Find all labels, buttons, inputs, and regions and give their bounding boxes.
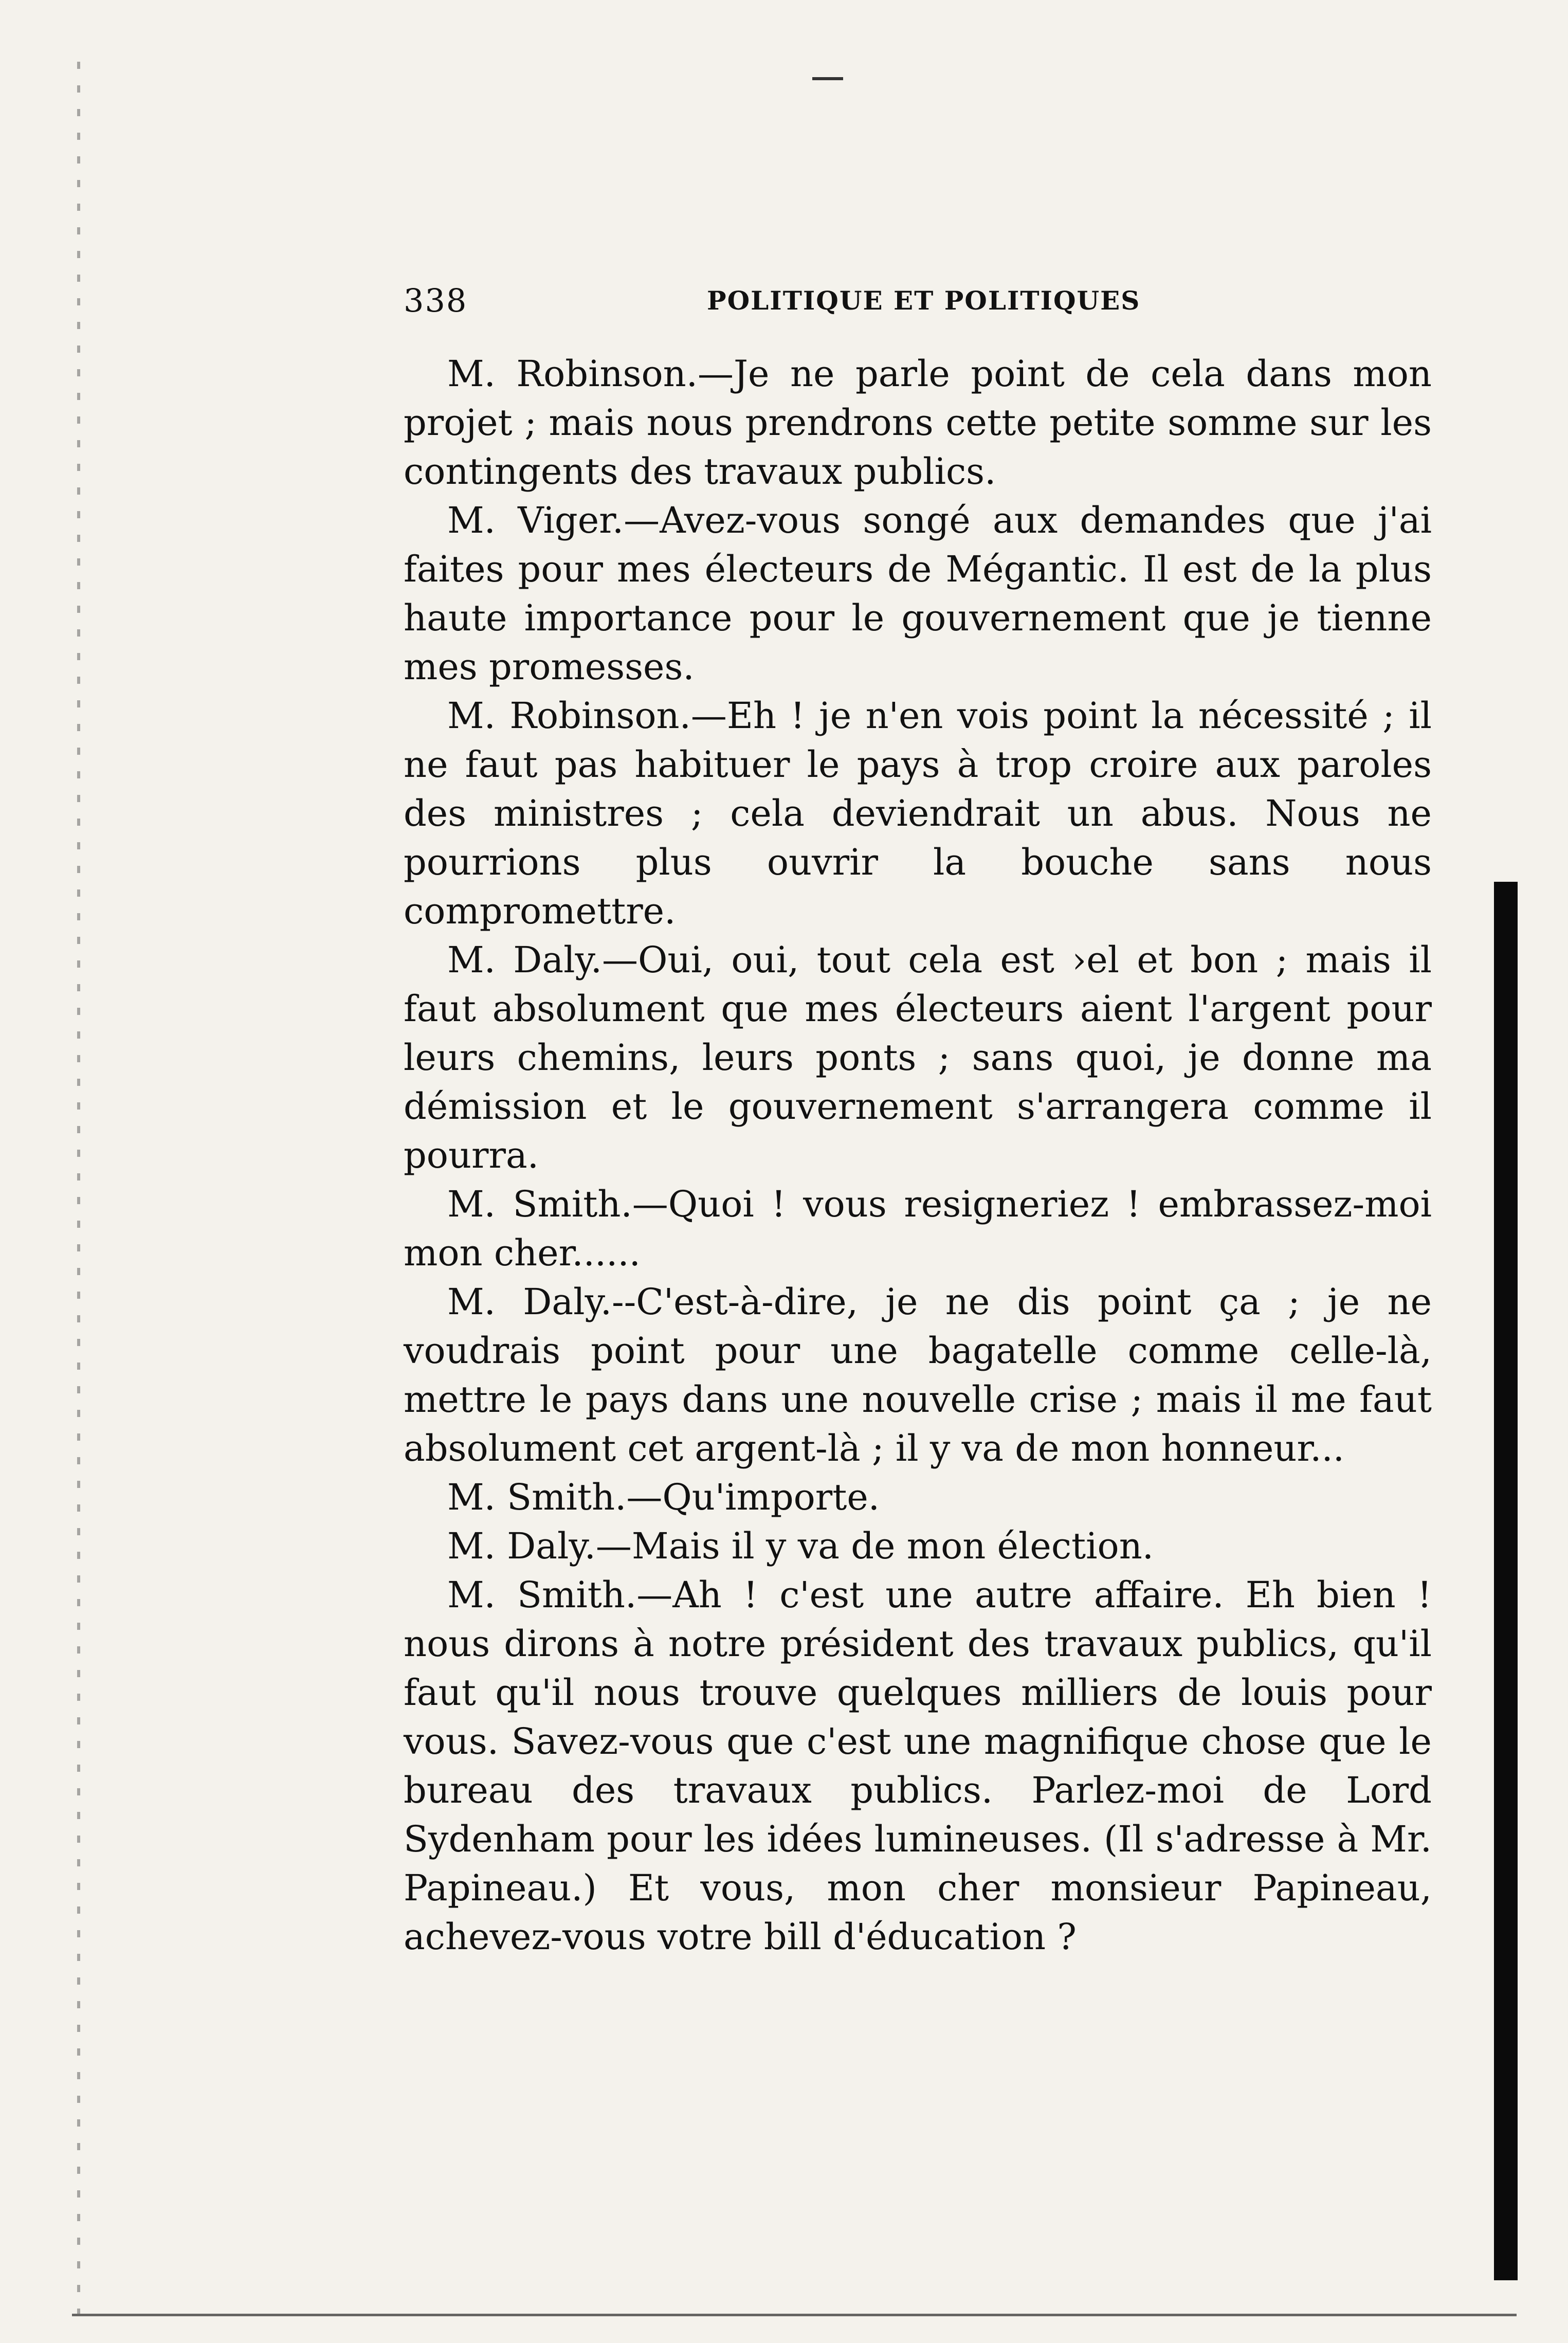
speaker-name: M. Smith. (447, 1183, 632, 1225)
paragraph-text: —Eh ! je n'en vois point la nécessité ; il ne faut pas habituer le pays à trop croire aux paroles des ministres ; cela deviendrait un abus. Nous ne pourrions plus ouvrir la bouche sans nous compromettre. (404, 695, 1432, 932)
paragraph-text: —Mais il y va de mon élection. (595, 1525, 1154, 1567)
speaker-name: M. Daly. (447, 1525, 596, 1567)
dialogue-paragraph (404, 350, 1432, 496)
dialogue-paragraph (404, 692, 1432, 936)
speaker-name: M. Daly. (447, 939, 602, 981)
body-text (404, 350, 1432, 1961)
running-title: POLITIQUE ET POLITIQUES (707, 285, 1141, 316)
paragraph-text: —Je ne parle point de cela dans mon projet ; mais nous prendrons cette petite somme sur les contingents des travaux publics. (404, 353, 1432, 493)
scan-bottom-edge-line (72, 2314, 1517, 2316)
speaker-name: M. Viger. (447, 499, 624, 541)
scan-left-edge-artifact (77, 62, 80, 2314)
scan-top-mark-artifact (812, 77, 843, 80)
speaker-name: M. Smith. (447, 1476, 627, 1518)
dialogue-paragraph (404, 496, 1432, 692)
dialogue-paragraph (404, 1473, 1432, 1522)
speaker-name: M. Smith. (447, 1574, 637, 1616)
paragraph-text: —Quoi ! vous resigneriez ! embrassez-moi mon cher...... (404, 1183, 1432, 1274)
dialogue-paragraph (404, 1571, 1432, 1961)
dialogue-paragraph (404, 1278, 1432, 1473)
page-number: 338 (404, 282, 468, 319)
running-head (404, 278, 1447, 324)
paragraph-text: —Qu'importe. (626, 1476, 880, 1518)
speaker-name: M. Robinson. (447, 695, 691, 737)
dialogue-paragraph (404, 1522, 1432, 1571)
paragraph-text: —Ah ! c'est une autre affaire. Eh bien ! nous dirons à notre président des travaux publics, qu'il faut qu'il nous trouve quelques milliers de louis pour vous. Savez-vous que c'est une magnifique chose que le bureau des travaux publics. Parlez-moi de Lord Sydenham pour les idées lumineuses. (Il s'adresse à Mr. Papineau.) Et vous, mon cher monsieur Papineau, achevez-vous votre bill d'éducation ? (404, 1574, 1432, 1958)
dialogue-paragraph (404, 936, 1432, 1180)
paragraph-text: —Oui, oui, tout cela est ›el et bon ; mais il faut absolument que mes électeurs aient l'argent pour leurs chemins, leurs ponts ; sans quoi, je donne ma démission et le gouvernement s'arrangera comme il pourra. (404, 939, 1432, 1176)
speaker-name: M. Daly. (447, 1281, 612, 1323)
paragraph-text: --C'est-à-dire, je ne dis point ça ; je ne voudrais point pour une bagatelle comme celle-là, mettre le pays dans une nouvelle crise ; mais il me faut absolument cet argent-là ; il y va de mon honneur... (404, 1281, 1432, 1469)
paragraph-text: —Avez-vous songé aux demandes que j'ai faites pour mes électeurs de Mégantic. Il est de la plus haute importance pour le gouvernement que je tienne mes promesses. (404, 499, 1432, 688)
scan-edge-shadow-bar (1494, 882, 1518, 2280)
dialogue-paragraph (404, 1180, 1432, 1278)
speaker-name: M. Robinson. (447, 353, 698, 395)
